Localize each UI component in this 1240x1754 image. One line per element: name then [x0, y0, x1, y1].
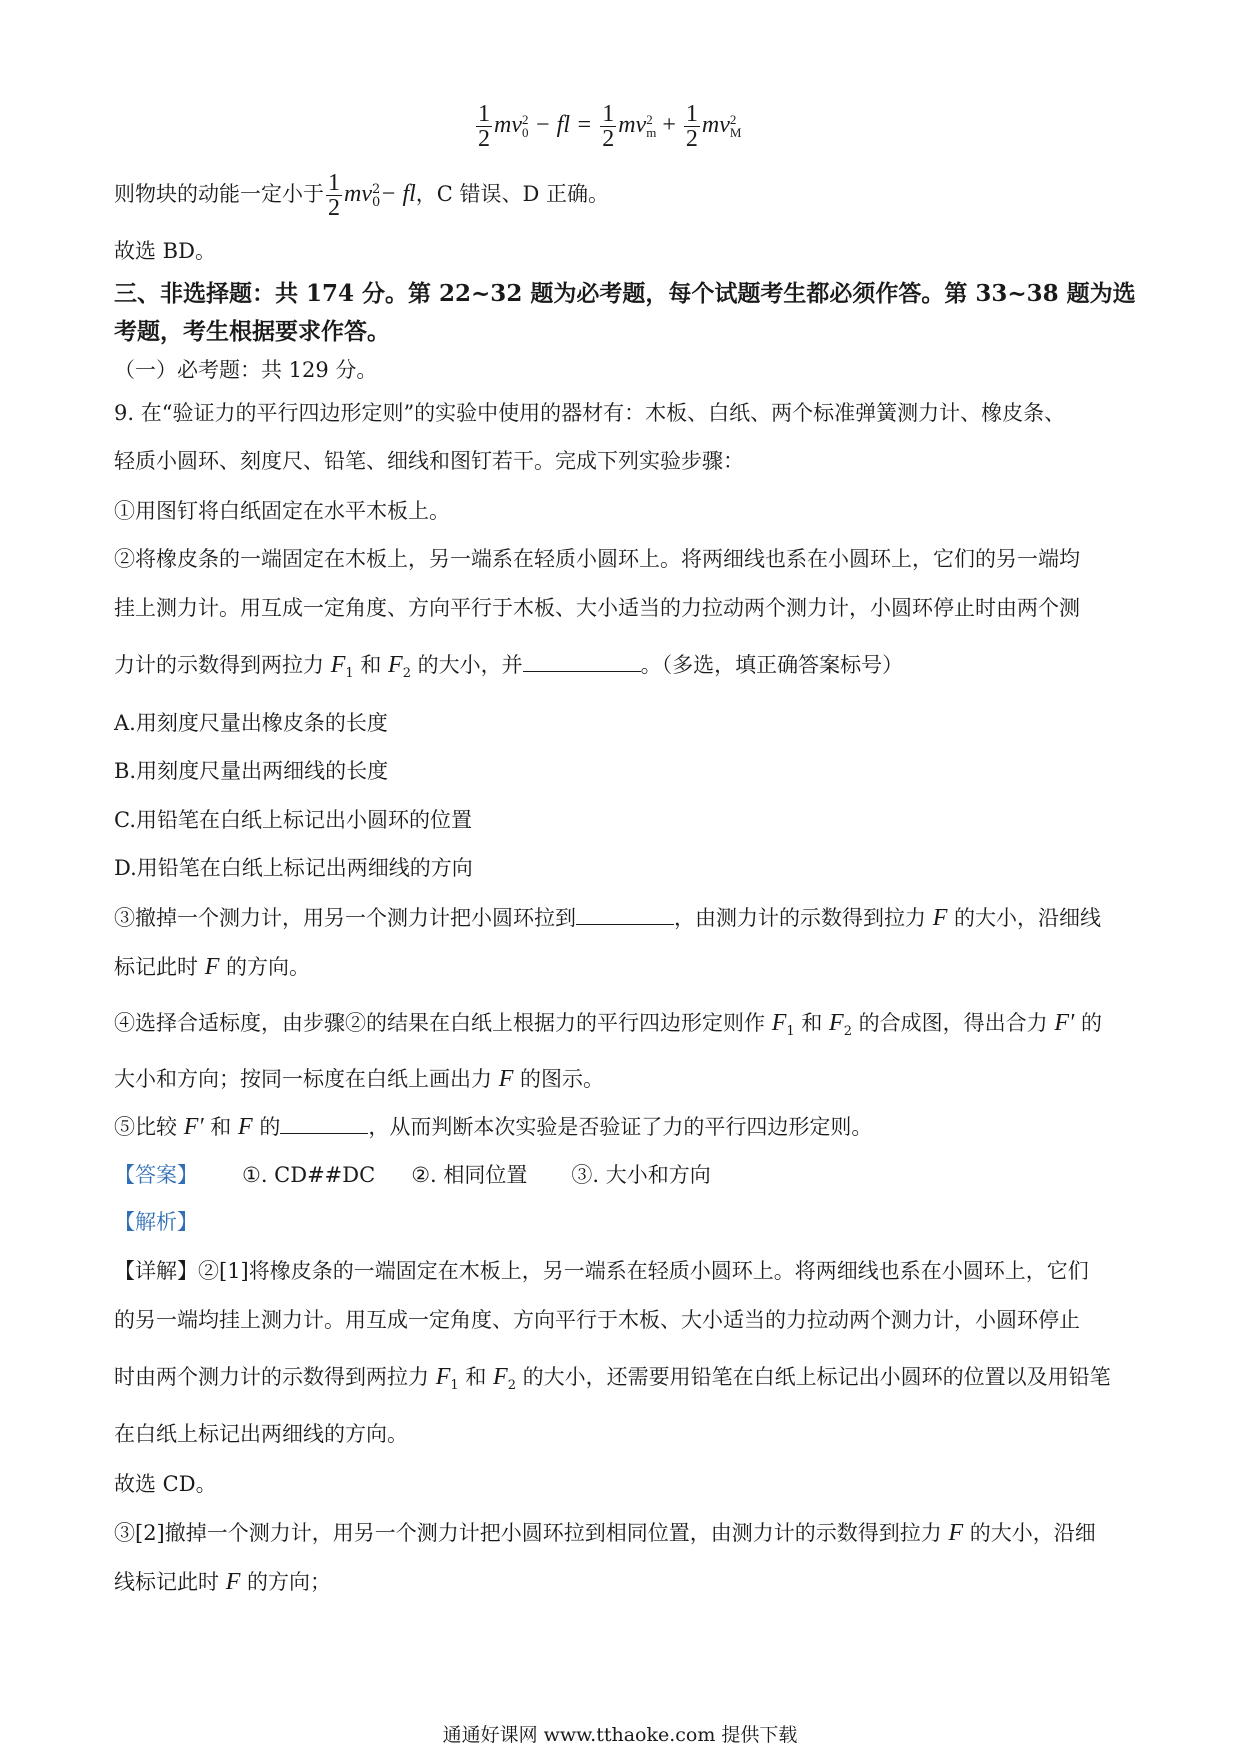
analysis-label: 【解析】 — [114, 1210, 198, 1234]
step-1: ①用图钉将白纸固定在水平木板上。 — [114, 499, 450, 523]
detail-line-1: 【详解】②[1]将橡皮条的一端固定在木板上，另一端系在轻质小圆环上。将两细线也系在小圆环上，它们 — [114, 1259, 1089, 1283]
step-3-cont: 标记此时 F 的方向。 — [114, 954, 311, 980]
fraction-half: $\frac{1}{2}$ — [478, 100, 490, 152]
detail-line-4: 在白纸上标记出两细线的方向。 — [114, 1422, 408, 1446]
page-footer: 通通好课网 www.tthaoke.com 提供下载 — [442, 1724, 798, 1746]
detail-line-6: 线标记此时 F 的方向； — [114, 1569, 332, 1595]
fraction-half: $\frac{1}{2}$ — [685, 100, 698, 152]
question-9-stem-cont: 轻质小圆环、刻度尺、铅笔、细线和图钉若干。完成下列实验步骤： — [114, 449, 744, 473]
answer-2: ②. 相同位置 — [411, 1163, 528, 1187]
step-4-cont: 大小和方向；按同一标度在白纸上画出力 F 的图示。 — [114, 1066, 605, 1092]
option-c: C.用铅笔在白纸上标记出小圆环的位置 — [114, 808, 472, 832]
section-heading: 三、非选择题：共 174 分。第 22~32 题为必考题，每个试题考生都必须作答。第 33~38 题为选 — [114, 280, 1136, 307]
detail-line-3: 时由两个测力计的示数得到两拉力 $F_1$ 和 $F_2$ 的大小，还需要用铅笔在白纸上标记出小圆环的位置以及用铅笔 — [114, 1364, 1111, 1393]
option-b: B.用刻度尺量出两细线的长度 — [114, 759, 389, 783]
answer-label: 【答案】 — [114, 1163, 198, 1187]
answer-blank-2 — [576, 904, 674, 925]
option-a: A.用刻度尺量出橡皮条的长度 — [114, 711, 388, 735]
answer-1: ①. CD##DC — [242, 1163, 376, 1187]
answer-row — [114, 1160, 711, 1190]
answer-blank-3 — [280, 1113, 368, 1134]
detail-conclusion: 故选 CD。 — [114, 1472, 217, 1496]
question-9-stem: 9. 在“验证力的平行四边形定则”的实验中使用的器材有：木板、白纸、两个标准弹簧测力计、橡皮条、 — [114, 401, 1066, 425]
detail-line-5: ③[2]撤掉一个测力计，用另一个测力计把小圆环拉到相同位置，由测力计的示数得到拉力 F 的大小，沿细 — [114, 1520, 1096, 1546]
kinetic-energy-line: 则物块的动能一定小于 $\frac{1}{2}$ mv 2 0 − fl，C 错误、D 正确。 — [114, 170, 610, 221]
step-3: ③撤掉一个测力计，用另一个测力计把小圆环拉到 ，由测力计的示数得到拉力 F 的大小，沿细线 — [114, 905, 1102, 931]
subsection-title: （一）必考题：共 129 分。 — [114, 358, 378, 382]
step-4: ④选择合适标度，由步骤②的结果在白纸上根据力的平行四边形定则作 $F_1$ 和 $F_2$ 的合成图，得出合力 F′ 的 — [114, 1010, 1102, 1039]
step-2-cont2: 力计的示数得到两拉力 $F_1$ 和 $F_2$ 的大小，并 。（多选，填正确答案标号） — [114, 652, 904, 681]
step-5: ⑤比较 F′ 和 F 的 ，从而判断本次实验是否验证了力的平行四边形定则。 — [114, 1114, 873, 1140]
energy-equation: $\frac{1}{2}$ mv 2 0 − fl = $\frac{1}{2}$ mv 2 m + $\frac{1}{2}$ mv 2 M — [478, 100, 742, 152]
detail-line-2: 的另一端均挂上测力计。用互成一定角度、方向平行于木板、大小适当的力拉动两个测力计，小圆环停止 — [114, 1308, 1080, 1332]
answer-blank-1 — [523, 651, 641, 672]
answer-3: ③. 大小和方向 — [571, 1163, 711, 1187]
prev-conclusion: 故选 BD。 — [114, 239, 216, 263]
option-d: D.用铅笔在白纸上标记出两细线的方向 — [114, 856, 473, 880]
step-2: ②将橡皮条的一端固定在木板上，另一端系在轻质小圆环上。将两细线也系在小圆环上，它们的另一端均 — [114, 547, 1080, 571]
fraction-half: $\frac{1}{2}$ — [602, 100, 615, 152]
step-2-cont: 挂上测力计。用互成一定角度、方向平行于木板、大小适当的力拉动两个测力计，小圆环停止时由两个测 — [114, 596, 1080, 620]
section-heading-cont: 考题，考生根据要求作答。 — [114, 318, 390, 345]
